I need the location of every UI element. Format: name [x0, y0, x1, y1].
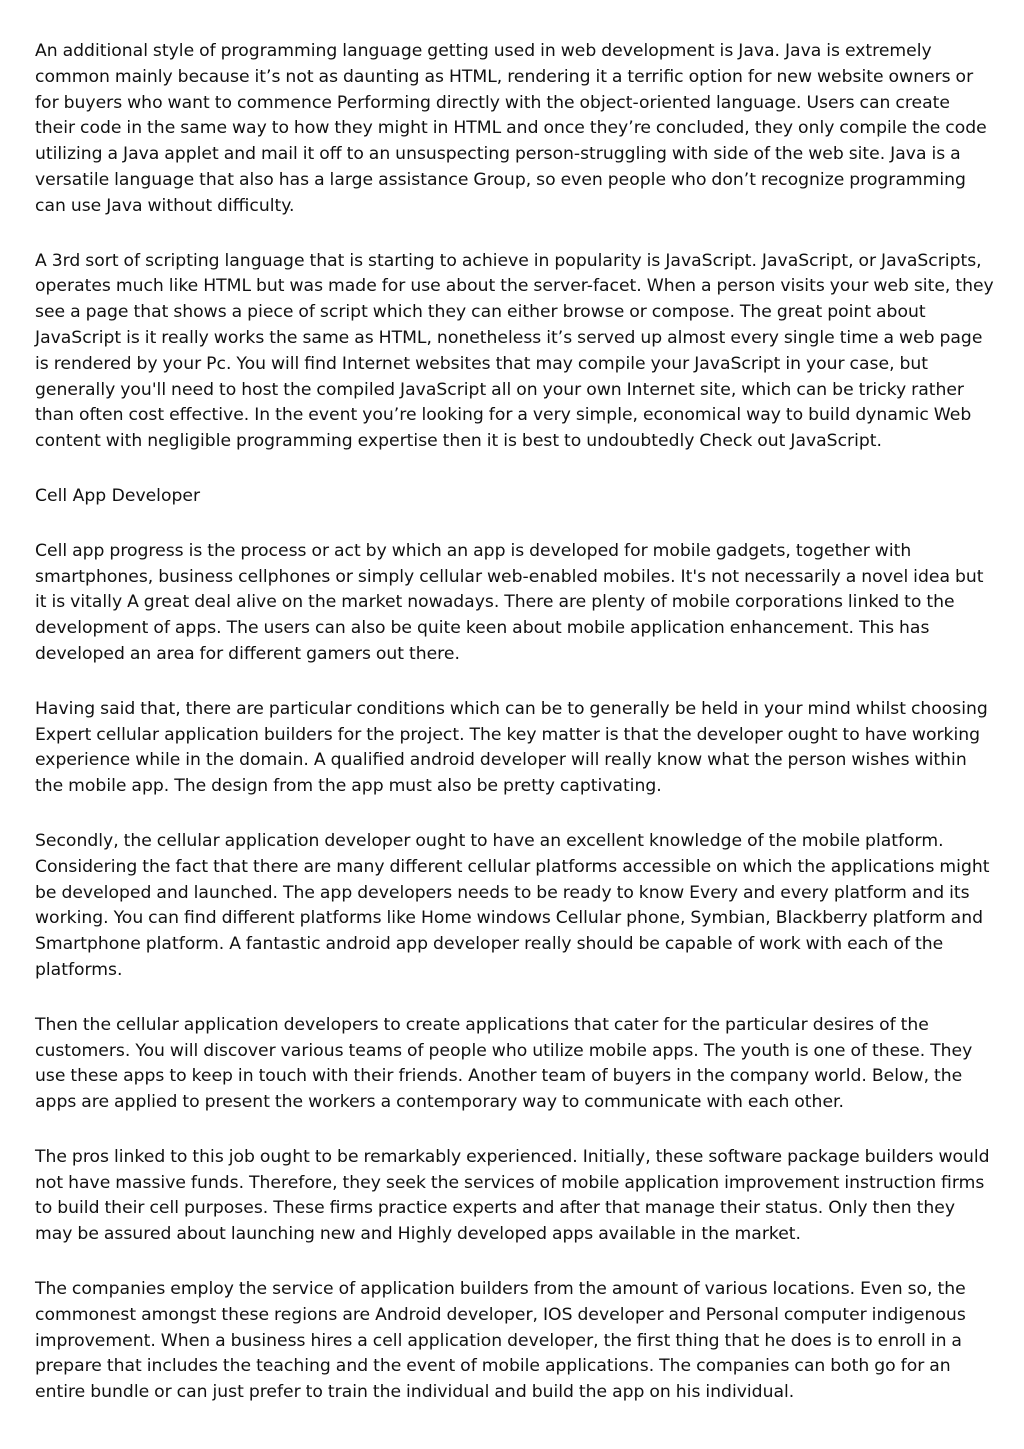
paragraph-conditions: Having said that, there are particular conditions which can be to generally be held in your mind whilst choosing Expert cellular application builders for the project. The key matter is that the developer ought to have working experience while in the domain. A qualified android developer will really know what the person wishes within the mobile app. The design from the app must also be pretty captivating. [35, 698, 988, 797]
paragraph-javascript: A 3rd sort of scripting language that is starting to achieve in popularity is JavaScript. JavaScript, or JavaScripts, operates much like HTML but was made for use about the server-facet. When a person visits your web site, they see a page that shows a piece of script which they can either browse or compose. The great point about JavaScript is it really works the same as HTML, nonetheless it’s served up almost every single time a web page is rendered by your Pc. You will find Internet websites that may compile your JavaScript in your case, but generally you'll need to host the compiled JavaScript all on your own Internet site, which can be tricky rather than often cost effective. In the event you’re looking for a very simple, economical way to build dynamic Web content with negligible programming expertise then it is best to undoubtedly Check out JavaScript. [35, 250, 994, 452]
paragraph-java: An additional style of programming language getting used in web development is Java. Java is extremely common mainly because it’s not as daunting as HTML, rendering it a terrific option for new website owners or for buyers who want to commence Performing directly with the object-oriented language. Users can create their code in the same way to how they might in HTML and once they’re concluded, they only compile the code utilizing a Java applet and mail it off to an unsuspecting person-struggling with side of the web site. Java is a versatile language that also has a large assistance Group, so even people who don’t recognize programming can use Java without difficulty. [35, 41, 987, 216]
paragraph-experienced-pros: The pros linked to this job ought to be remarkably experienced. Initially, these software package builders would not have massive funds. Therefore, they seek the services of mobile application improvement instruction firms to build their cell purposes. These firms practice experts and after that manage their status. Only then they may be assured about launching new and Highly developed apps available in the market. [35, 1146, 990, 1245]
section-heading: Cell App Developer [35, 485, 201, 506]
paragraph-customer-desires: Then the cellular application developers to create applications that cater for the particular desires of the customers. You will discover various teams of people who utilize mobile apps. The youth is one of these. They use these apps to keep in touch with their friends. Another team of buyers in the company world. Below, the apps are applied to present the workers a contemporary way to communicate with each other. [35, 1014, 973, 1113]
paragraph-platform-knowledge: Secondly, the cellular application developer ought to have an excellent knowledge of the mobile platform. Considering the fact that there are many different cellular platforms accessible on which the applications might be developed and launched. The app developers needs to be ready to know Every and every platform and its working. You can find different platforms like Home windows Cellular phone, Symbian, Blackberry platform and Smartphone platform. A fantastic android app developer really should be capable of work with each of the platforms. [35, 830, 990, 980]
paragraph-cell-app-progress: Cell app progress is the process or act by which an app is developed for mobile gadgets, together with smartphones, business cellphones or simply cellular web-enabled mobiles. It's not necessarily a novel idea but it is vitally A great deal alive on the market nowadays. There are plenty of mobile corporations linked to the development of apps. The users can also be quite keen about mobile application enhancement. This has developed an area for different gamers out there. [35, 540, 984, 664]
paragraph-companies-employ: The companies employ the service of application builders from the amount of various locations. Even so, the commonest amongst these regions are Android developer, IOS developer and Personal computer indigenous improvement. When a business hires a cell application developer, the first thing that he does is to enroll in a prepare that includes the teaching and the event of mobile applications. The companies can both go for an entire bundle or can just prefer to train the individual and build the app on his individual. [35, 1279, 966, 1403]
